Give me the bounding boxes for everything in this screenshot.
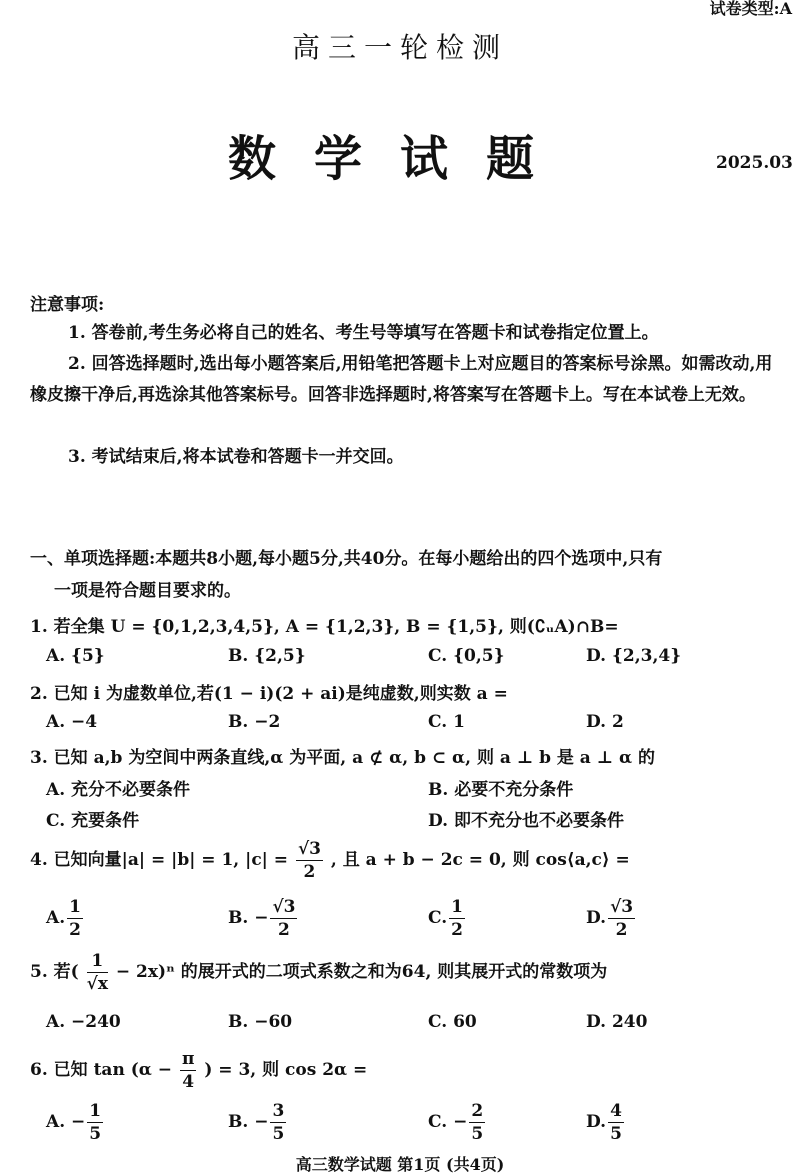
q6-stem-part-a: 6. 已知 tan (α − bbox=[30, 1060, 173, 1080]
page-footer: 高三数学试题 第1页 (共4页) bbox=[295, 1155, 505, 1174]
q1-option-b: B. {2,5} bbox=[228, 646, 306, 666]
q2-option-b: B. −2 bbox=[228, 712, 281, 732]
q1-option-a: A. {5} bbox=[46, 646, 105, 666]
q5-option-c: C. 60 bbox=[428, 1012, 477, 1032]
q6-frac-num: π bbox=[181, 1049, 195, 1069]
q5-option-a: A. −240 bbox=[46, 1012, 121, 1032]
notice-item-3: 3. 考试结束后,将本试卷和答题卡一并交回。 bbox=[68, 447, 404, 467]
q4-option-d: D. $\frac{√3}{2}$ bbox=[586, 897, 634, 940]
q5-frac-den: √x bbox=[86, 974, 108, 994]
q5-frac-num: 1 bbox=[87, 950, 108, 973]
question-3-stem: 3. 已知 a,b 为空间中两条直线,α 为平面, a ⊄ α, b ⊂ α, 则 a ⊥ b 是 a ⊥ α 的 bbox=[30, 748, 655, 768]
q4-fraction bbox=[296, 838, 323, 883]
q2-option-d: D. 2 bbox=[586, 712, 624, 732]
q6-option-d: D. $\frac{4}{5}$ bbox=[586, 1101, 622, 1144]
q1-option-c: C. {0,5} bbox=[428, 646, 505, 666]
q3-option-d: D. 即不充分也不必要条件 bbox=[428, 811, 624, 831]
q3-option-a: A. 充分不必要条件 bbox=[46, 780, 191, 800]
question-1-stem: 1. 若全集 U = {0,1,2,3,4,5}, A = {1,2,3}, B = {1,5}, 则(∁ᵤA)∩B= bbox=[30, 617, 619, 637]
q3-option-b: B. 必要不充分条件 bbox=[428, 780, 574, 800]
section-one-line2: 一项是符合题目要求的。 bbox=[54, 581, 241, 601]
paper-type-label: 试卷类型:A bbox=[709, 0, 792, 18]
q6-fraction bbox=[180, 1048, 196, 1093]
notice-heading: 注意事项: bbox=[30, 295, 105, 315]
question-2-stem: 2. 已知 i 为虚数单位,若(1 − i)(2 + ai)是纯虚数,则实数 a = bbox=[30, 684, 508, 704]
question-4-stem bbox=[30, 838, 630, 883]
q5-fraction bbox=[87, 950, 108, 995]
q5-stem-part-a: 5. 若( bbox=[30, 962, 79, 982]
q6-frac-den: 4 bbox=[182, 1072, 195, 1092]
q4-stem-part-b: , 且 a + b − 2c = 0, 则 cos⟨a,c⟩ = bbox=[330, 850, 630, 870]
q4-frac-num: √3 bbox=[297, 839, 321, 859]
section-one-heading bbox=[30, 543, 790, 607]
notice-item-2: 2. 回答选择题时,选出每小题答案后,用铅笔把答题卡上对应题目的答案标号涂黑。如需改动,用橡皮擦干净后,再选涂其他答案标号。回答非选择题时,将答案写在答题卡上。写在本试卷上无效。 bbox=[30, 354, 773, 405]
q5-option-b: B. −60 bbox=[228, 1012, 293, 1032]
q4-stem-part-a: 4. 已知向量|a| = |b| = 1, |c| = bbox=[30, 850, 289, 870]
section-one-line1: 一、单项选择题:本题共8小题,每小题5分,共40分。在每小题给出的四个选项中,只有 bbox=[30, 549, 663, 569]
q5-option-d: D. 240 bbox=[586, 1012, 648, 1032]
exam-title: 数学试题 bbox=[227, 131, 572, 187]
question-6-stem bbox=[30, 1048, 367, 1093]
q3-option-c: C. 充要条件 bbox=[46, 811, 140, 831]
q1-option-d: D. {2,3,4} bbox=[586, 646, 682, 666]
q6-option-a: A. − $\frac{1}{5}$ bbox=[46, 1101, 102, 1144]
q6-option-c: C. − $\frac{2}{5}$ bbox=[428, 1101, 484, 1144]
q5-stem-part-b: − 2x)ⁿ 的展开式的二项式系数之和为64, 则其展开式的常数项为 bbox=[115, 962, 608, 982]
q4-option-c: C. $\frac{1}{2}$ bbox=[428, 897, 463, 940]
question-5-stem bbox=[30, 950, 607, 995]
q6-option-b: B. − $\frac{3}{5}$ bbox=[228, 1101, 285, 1144]
q4-option-a: A. $\frac{1}{2}$ bbox=[46, 897, 81, 940]
q2-option-c: C. 1 bbox=[428, 712, 465, 732]
q4-option-b: B. − $\frac{√3}{2}$ bbox=[228, 897, 296, 940]
exam-date: 2025.03 bbox=[716, 153, 793, 173]
exam-subtitle: 高三一轮检测 bbox=[291, 31, 508, 64]
q2-option-a: A. −4 bbox=[46, 712, 98, 732]
q6-stem-part-b: ) = 3, 则 cos 2α = bbox=[204, 1060, 368, 1080]
notice-item-1: 1. 答卷前,考生务必将自己的姓名、考生号等填写在答题卡和试卷指定位置上。 bbox=[68, 323, 659, 343]
q4-frac-den: 2 bbox=[303, 862, 316, 882]
